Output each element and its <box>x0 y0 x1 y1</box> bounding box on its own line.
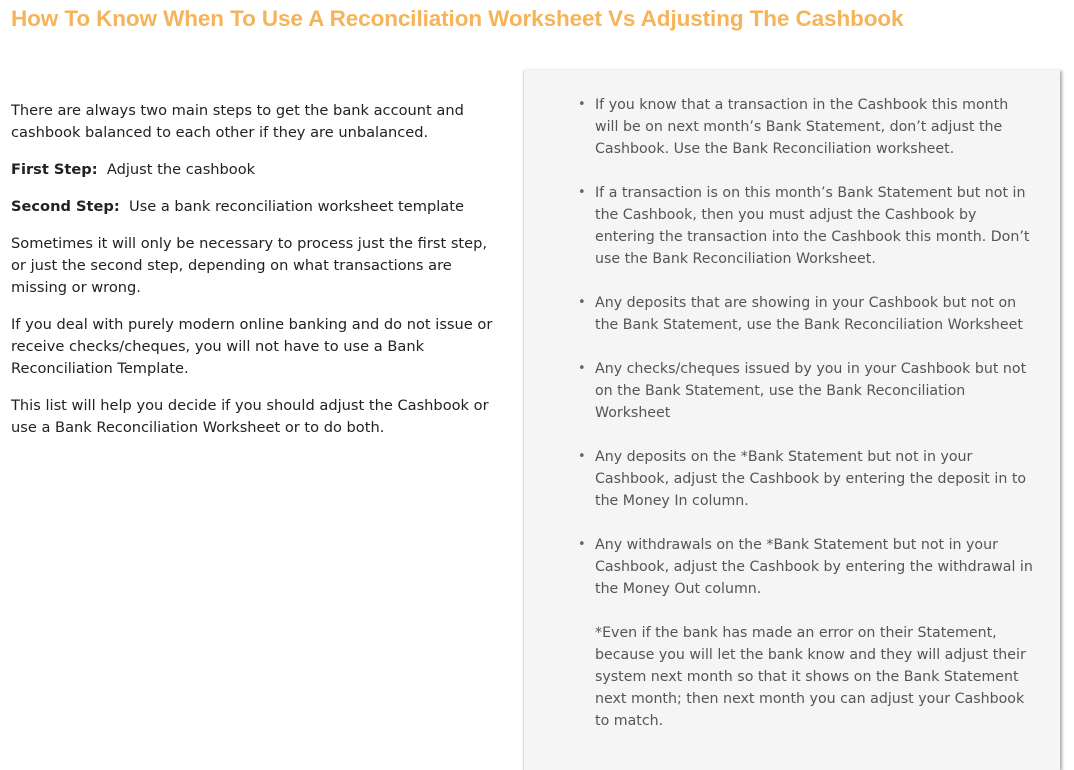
list-item <box>578 182 1035 270</box>
second-step <box>11 196 501 218</box>
bullet-icon: • <box>578 97 586 112</box>
list-item <box>578 358 1035 424</box>
second-step-text: Use a bank reconciliation worksheet template <box>128 198 464 215</box>
bullet-icon: • <box>578 185 586 200</box>
list-item <box>578 292 1035 336</box>
list-item <box>578 446 1035 512</box>
intro-paragraph: There are always two main steps to get the bank account and cashbook balanced to each other if they are unbalanced. <box>11 102 464 141</box>
list-item-text: Any checks/cheques issued by you in your Cashbook but not on the Bank Statement, use the Bank Reconciliation Worksheet <box>595 361 1027 421</box>
list-item <box>578 534 1035 732</box>
error-note: *Even if the bank has made an error on their Statement, because you will let the bank know and they will adjust their system next month so that it shows on the Bank Statement next month; then next month you can adjust your Cashbook to match. <box>595 625 1026 729</box>
list-item-text: Any withdrawals on the *Bank Statement but not in your Cashbook, adjust the Cashbook by entering the withdrawal in the Money Out column. <box>595 537 1033 597</box>
guidance-box <box>523 70 1060 770</box>
list-item-text: If you know that a transaction in the Cashbook this month will be on next month’s Bank Statement, don’t adjust the Cashbook. Use the Bank Reconciliation worksheet. <box>595 97 1009 157</box>
sometimes-paragraph: Sometimes it will only be necessary to process just the first step, or just the second step, depending on what transactions are missing or wrong. <box>11 235 488 296</box>
bullet-icon: • <box>578 295 586 310</box>
list-item-text: Any deposits on the *Bank Statement but not in your Cashbook, adjust the Cashbook by entering the deposit in to the Money In column. <box>595 449 1027 509</box>
list-item <box>578 94 1035 160</box>
first-step <box>11 159 501 181</box>
list-item-text: If a transaction is on this month’s Bank Statement but not in the Cashbook, then you must adjust the Cashbook by entering the transaction into the Cashbook this month. Don’t use the Bank Reconciliation Worksheet. <box>595 185 1030 267</box>
bullet-icon: • <box>578 361 586 376</box>
left-column <box>11 100 501 454</box>
first-step-label: First Step: <box>11 161 98 178</box>
page-title: How To Know When To Use A Reconciliation Worksheet Vs Adjusting The Cashbook <box>11 6 904 31</box>
bullet-icon: • <box>578 449 586 464</box>
list-help-paragraph: This list will help you decide if you should adjust the Cashbook or use a Bank Reconciliation Worksheet or to do both. <box>11 397 489 436</box>
guidance-list <box>578 94 1035 754</box>
second-step-label: Second Step: <box>11 198 120 215</box>
online-banking-paragraph: If you deal with purely modern online banking and do not issue or receive checks/cheques, you will not have to use a Bank Reconciliation Template. <box>11 316 493 377</box>
list-item-text: Any deposits that are showing in your Cashbook but not on the Bank Statement, use the Bank Reconciliation Worksheet <box>595 295 1023 333</box>
bullet-icon: • <box>578 537 586 552</box>
first-step-text: Adjust the cashbook <box>106 161 256 178</box>
